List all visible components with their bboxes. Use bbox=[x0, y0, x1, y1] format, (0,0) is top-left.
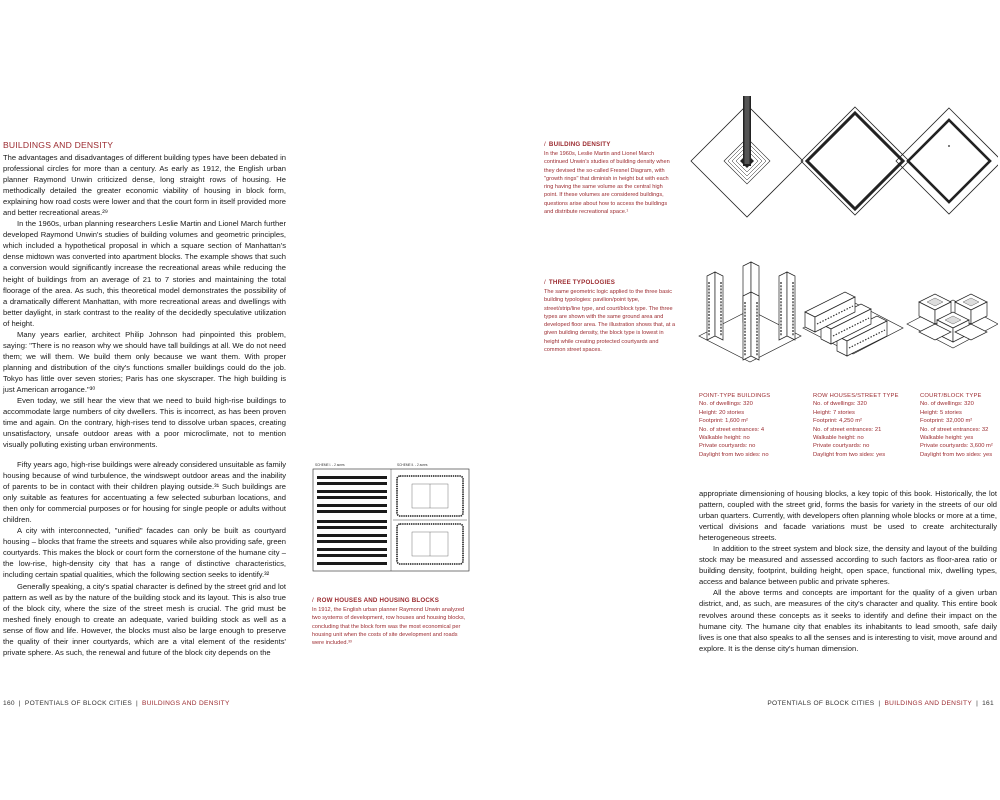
footer-section: POTENTIALS OF BLOCK CITIES bbox=[767, 700, 875, 707]
typology-title: ROW HOUSES/STREET TYPE bbox=[813, 393, 899, 399]
paragraph: The advantages and disadvantages of different building types have been debated in professional circles for more than a century. As early as 1912, the English urban planner Raymond Unwin criticized dense, long straight rows of housing. He methodically detailed the greater economic viability of housing in block form, explaining how road costs were lower and that the court form in itself provided more and better recreational areas.²⁹ bbox=[3, 153, 286, 218]
footer-separator: | bbox=[878, 700, 881, 707]
section-heading: BUILDINGS AND DENSITY bbox=[3, 140, 114, 150]
typology-line: No. of dwellings: 320 bbox=[813, 401, 867, 408]
typology-line: Private courtyards: no bbox=[699, 443, 756, 450]
row-houses-plan-figure bbox=[312, 463, 470, 573]
caption-title: THREE TYPOLOGIES bbox=[548, 279, 616, 286]
paragraph: Generally speaking, a city's spatial character is defined by the street grid and lot pattern as well as by the nature of the building stock and its layout. This is also true of the block city, where the size of the street mesh is crucial. The grid must be meshed finely enough to create an adequate, varied building stock as well as a sense of flow and life. However, the blocks must also be large enough to preserve the quality of their inner courtyards, which are a vital element of the residents' private sphere. As such, the renewal and future of the block city depends on the bbox=[3, 581, 286, 657]
left-narrow-column bbox=[3, 459, 286, 658]
typology-line: No. of street entrances: 4 bbox=[699, 426, 765, 433]
left-main-column bbox=[3, 140, 286, 450]
paragraph: Fifty years ago, high-rise buildings were already considered unsuitable as family housing because of wind turbulence, the windswept outdoor areas and the inability of parents to be in contact with their children playing outside.³¹ Such buildings are only suitable as features for accentuating a few selected suburban locations, and then only for commercial purposes or for housing for single people or adults without children. bbox=[3, 460, 286, 525]
paragraph: All the above terms and concepts are important for the quality of a given urban district, and, as such, are measures of the city's character and quality. This entire book revolves around these concepts as it seeks to identify and define their impact on the humane city. The humane city that enables its inhabitants to lead smooth, safe daily lives is one that also speaks to all the senses and is interesting to visit, move around and explore. It is the dense city's human dimension. bbox=[699, 588, 998, 653]
typology-line: No. of dwellings: 320 bbox=[699, 401, 753, 408]
body-text bbox=[3, 459, 286, 658]
body-text bbox=[699, 488, 997, 654]
typology-line: Footprint: 32,000 m² bbox=[920, 418, 973, 425]
typology-column-point bbox=[699, 392, 809, 459]
caption-title: BUILDING DENSITY bbox=[548, 141, 611, 148]
caption-slash: / bbox=[312, 597, 314, 604]
typology-column-court bbox=[920, 392, 1000, 459]
plan-label-right: SCHEME II. - 2 acres bbox=[397, 463, 428, 467]
typology-line: Walkable height: yes bbox=[920, 435, 974, 442]
typology-line: Footprint: 4,250 m² bbox=[813, 418, 862, 425]
three-typologies-drawing bbox=[695, 258, 998, 390]
footer-separator: | bbox=[136, 700, 139, 707]
caption-slash: / bbox=[544, 141, 546, 148]
footer-separator: | bbox=[18, 700, 21, 707]
typology-row-drawing bbox=[803, 292, 903, 356]
typology-title: COURT/BLOCK TYPE bbox=[920, 393, 982, 399]
plan-label-left: SCHEME I. - 2 acres bbox=[315, 463, 345, 467]
fresnel-diagram-block bbox=[896, 108, 998, 214]
density-caption bbox=[544, 141, 676, 216]
page-number: 160 bbox=[3, 700, 15, 707]
caption-text: The same geometric logic applied to the three basic building typologies: pavilion/point type, street/strip/line type, and court/block type. The three types are shown with the same ground area and developed floor area. The illustration shows that, at a given building density, the block type is lowest in height while creating protected courtyards and common street spaces. bbox=[544, 289, 676, 354]
typology-line: No. of street entrances: 21 bbox=[813, 426, 882, 433]
page-number: 161 bbox=[982, 700, 994, 707]
body-text bbox=[3, 152, 286, 450]
typology-column-row bbox=[813, 392, 919, 459]
fresnel-diagrams bbox=[690, 90, 998, 228]
typology-line: Daylight from two sides: no bbox=[699, 451, 769, 458]
right-main-column bbox=[699, 488, 997, 654]
fresnel-diagram-ring bbox=[801, 107, 909, 215]
paragraph: In addition to the street system and block size, the density and layout of the building stock may be measured and assessed according to such factors as floor-area ratio or building density, footprint, building height, open space, functional mix, dwelling types, access and balance between public and private spheres. bbox=[699, 544, 997, 587]
typology-title: POINT-TYPE BUILDINGS bbox=[699, 393, 771, 399]
typology-line: No. of dwellings: 320 bbox=[920, 401, 974, 408]
right-footer bbox=[767, 700, 994, 707]
typology-line: Footprint: 1,600 m² bbox=[699, 418, 748, 425]
paragraph: appropriate dimensioning of housing blocks, a key topic of this book. Historically, the lot pattern, coupled with the street grid, forms the basis for variety in the streets of our old urban quarters. Currently, with developers often planning whole blocks or more at a time, vertical divisions and facade variations must be used to create architecturally heterogeneous streets. bbox=[699, 489, 997, 543]
caption-text: In the 1960s, Leslie Martin and Lionel March continued Unwin's studies of building density when they devised the so-called Fresnel Diagram, with "growth rings" that diminish in height but with each ring having the same volume as the central high point. If these volumes are considered buildings, questions arise about how to access the buildings and distribute recreational space.¹ bbox=[544, 151, 670, 216]
typology-point-drawing bbox=[699, 262, 801, 362]
footer-section: POTENTIALS OF BLOCK CITIES bbox=[24, 700, 133, 707]
typology-line: Height: 20 stories bbox=[699, 409, 745, 416]
typology-line: Daylight from two sides: yes bbox=[920, 451, 993, 458]
typologies-caption bbox=[544, 279, 676, 354]
row-houses-plan-drawing bbox=[312, 468, 470, 572]
typology-line: Walkable height: no bbox=[699, 435, 750, 442]
typology-line: No. of street entrances: 32 bbox=[920, 426, 989, 433]
caption-text: In 1912, the English urban planner Raymond Unwin analyzed two systems of development, row houses and housing blocks, concluding that the block form was the most economical per housing unit when the costs of site development and roads were included.³³ bbox=[312, 607, 466, 647]
fresnel-diagram-point bbox=[691, 96, 803, 217]
typology-line: Walkable height: no bbox=[813, 435, 864, 442]
footer-chapter: BUILDINGS AND DENSITY bbox=[884, 700, 973, 707]
typology-court-drawing bbox=[907, 294, 998, 348]
left-footer bbox=[3, 700, 230, 707]
typology-line: Private courtyards: no bbox=[813, 443, 870, 450]
typology-line: Daylight from two sides: yes bbox=[813, 451, 886, 458]
paragraph: A city with interconnected, "unified" facades can only be built as courtyard housing – blocks that frame the streets and squares while also providing safe, green courtyards. This makes the block or court form the cornerstone of the humane city – the low-rise, high-density city that has a range of distinctive characteristics, including certain spatial qualities, which the following section seeks to identify.³² bbox=[3, 526, 286, 580]
paragraph: Many years earlier, architect Philip Johnson had pinpointed this problem, saying: "There is no reason why we should have tall buildings at all. We do not need them; we will them. We build them only because we want them. With proper planning and distribution of the city's functions smaller buildings could do the job. Tokyo has little over seven stories; Paris has one skyscraper. The high building is just American arrogance."³⁰ bbox=[3, 329, 286, 394]
footer-separator: | bbox=[976, 700, 979, 707]
caption-slash: / bbox=[544, 279, 546, 286]
footer-chapter: BUILDINGS AND DENSITY bbox=[142, 700, 230, 707]
typology-line: Height: 5 stories bbox=[920, 409, 962, 416]
typology-line: Private courtyards: 3,600 m² bbox=[920, 443, 993, 450]
typology-line: Height: 7 stories bbox=[813, 409, 855, 416]
paragraph: In the 1960s, urban planning researchers Leslie Martin and Lionel March further developed Raymond Unwin's studies of building volumes and geometric principles, which included a hypothetical proposal in which a square section of Manhattan's dense midtown was converted into apartment blocks. The example shows that such a conversion would significantly increase the recreational areas while reducing the height of buildings from an average of 21 to 7 stories and maintaining the total floorage of the area. As such, this theoretical model demonstrates the possibility of a dramatically different Manhattan, with more recreational areas and dwellings with better daylight, in stark contrast to the reality of the decidedly speculative utilization of height. bbox=[3, 219, 286, 328]
row-houses-caption bbox=[312, 597, 470, 647]
paragraph: Even today, we still hear the view that we need to build high-rise buildings to accommodate large numbers of city dwellers. This is incorrect, as has been proven time and again. On the contrary, high-rises tend to dissolve urban spaces, creating unsatisfactory, unsafe outdoor areas with a poor microclimate, not to mention visually polluting existing urban environments. bbox=[3, 396, 286, 450]
caption-title: ROW HOUSES AND HOUSING BLOCKS bbox=[316, 597, 440, 604]
